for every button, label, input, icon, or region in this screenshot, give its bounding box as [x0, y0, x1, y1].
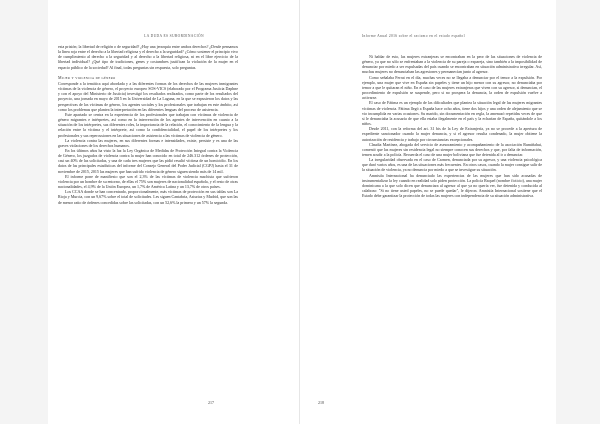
right-page	[300, 0, 556, 424]
page-number-right: 218	[318, 400, 324, 405]
paragraph: Desde 2011, con la reforma del art. 31 bis de la Ley de Extranjería, ya no se procede a la apertura de expediente sancionador cuando la mujer denuncia, y si el agresor resulta condenado, la mujer obtiene la autorización de residencia y trabajo por circunstancias excepcionales.	[362, 126, 542, 142]
paragraph: En los últimos años ha visto la luz la Ley Orgánica de Medidas de Protección Integral contra la Violencia de Género, los juzgados de violencia contra la mujer han conocido en total de 246.312 órdenes de protección, casi un 40% de las solicitadas, y una de cada tres mujeres que las pidió resultó víctima de un homicidio. En los datos de las principales estadísticas del informe del Consejo General del Poder Judicial (CGPJ) hasta el 31 de noviembre de 2015, 2015 las mujeres que han sufrido violencia de género siguen siendo más de 14 mil.	[58, 147, 238, 174]
paragraph: Como señalaba Ferrat en el día, muchas veces no se llegaba a denunciar por el temor a la expulsión. Por ejemplo, una mujer que vive en España sin papeles y tiene un hijo menor con su agresor, no denunciaba por temor a que le quitaran el niño. En el caso de las mujeres extranjeras que viven con su agresor, si denuncian, el procedimiento de expulsión se suspende, pero si no prospera la denuncia, la orden de expulsión vuelve a activarse.	[362, 74, 542, 101]
running-head-right: Informe Anual 2016 sobre el racismo en el estado español	[362, 34, 465, 38]
paragraph: Ni hablar de esto, las mujeres extranjeras se encontraban en la peor de las situaciones de violencia de género, ya que no sólo se enfrentaban a la violencia de su pareja o expareja, sino también a la imposibilidad de denunciar por miedo a ser expulsadas del país cuando se encontraban en situación administrativa irregular. Así, muchas mujeres no denunciaban las agresiones y permanecían junto al agresor.	[362, 54, 542, 75]
paragraph: La violencia contra las mujeres, en sus diferentes formas e intensidades, existe, persiste y es una de las graves violaciones de los derechos humanos.	[58, 137, 238, 148]
paragraph: Corresponde a la temática aquí abordada y a las diferentes formas de los derechos de las mujeres inmigrantes víctimas de la violencia de género, el proyecto europeo SOS-VICS (elaborado por el Programa Justicia Daphne y con el apoyo del Ministerio de Justicia) investigó los resultados realizados, como parte de los resultados del proyecto, una jornada en mayo de 2015 en la Universidad de La Laguna, en la que se expusieron los datos y las perspectivas de las víctimas de género, los agentes sociales y los profesionales que trabajan en este ámbito, así como los problemas que plantea la interpretación en las diferentes lenguas del proceso de asistencia.	[58, 80, 238, 112]
paragraph: Este apartado se centra en la experiencia de los profesionales que trabajan con víctimas de violencia de género migrantes e intérpretes, así como en la intervención de los agentes de intervención en cuanto a la situación de los intérpretes, sus diferentes roles, la importancia de la relación, el conocimiento de la lengua y la relación entre la víctima y el intérprete, así como la confidencialidad, el papel de los intérpretes y los profesionales y sus repercusiones en las situaciones de asistencia a las víctimas de violencia de género.	[58, 111, 238, 138]
section-heading: Mujer y violencia de género	[58, 74, 116, 80]
paragraph: Claudia Martínez, abogada del servicio de asesoramiento y acompañamiento de la asociación Rumiñahui, comentó que las mujeres sin residencia legal no siempre conocen sus derechos y que, por falta de información, temen acudir a la policía. Recuerda el caso de una mujer boliviana que fue detenida al ir a denunciar.	[362, 141, 542, 157]
running-head-left: LA DUDA ES SUBORDINACIÓN	[144, 34, 204, 38]
left-page	[48, 0, 300, 424]
paragraph: Amnistía Internacional ha denunciado las experiencias de las mujeres que han sido acusadas de instrumentalizar la ley cuando en realidad solo piden protección. La policía Raquel (nombre ficticio), una mujer dominicana a la que solo dicen que denunciara al agresor al que ya no quería ver, fue detenida y conducida al calabozo: "Si no tiene usted papeles, no se puede quedar", le dijeron. Amnistía Internacional sostiene que el Estado debe garantizar la protección de todas las mujeres con independencia de su situación administrativa.	[362, 172, 542, 199]
paragraph: La irregularidad observada en el caso de Carmen, denunciada por su agresor, y una violencia psicológica que duró varios años, es una de las situaciones más frecuentes. En otros casos, cuando la mujer consigue salir de la situación de violencia, ya no denuncia por miedo a que se investigue su situación.	[362, 157, 542, 173]
paragraph: El informe pone de manifiesto que son el 2,3% de las víctimas de violencia machista que sufrieron violencia por un hombre de su entorno, de ellas el 75% son mujeres de nacionalidad española, y el resto de otras nacionalidades, el 4,9% de la Unión Europea, un 1,7% de América Latina y un 13,7% de otros países.	[58, 173, 238, 190]
right-text-column	[362, 54, 542, 198]
paragraph: esta prisión; la libertad de religión o de seguridad? ¿Hay una jerarquía entre ambos derechos? ¿Desde pensamos la línea roja entre el derecho a la libertad religiosa y el derecho a la seguridad? ¿Cómo sostener el principio vivo de cumplimiento al derecho a la seguridad y al derecho a la libertad religiosa, ni en el libre ejercicio de la libertad individual? ¿Qué tipo de tradiciones, genes y costumbres justifican la violación de la mujer en el espacio público de la sociedad? Al final, todas preguntas sin respuesta, solo preguntas.	[58, 44, 238, 70]
paragraph: El caso de Fátima es un ejemplo de las dificultades que plantea la situación legal de las mujeres migrantes víctimas de violencia. Fátima llegó a España hace ocho años, tiene dos hijos y una orden de alejamiento que se vio incumplida en varias ocasiones. Su marido, sin documentación en regla, la amenazó repetidas veces de que si le denunciaba la acusaría de que ella estaba ilegalmente en el país y la echarían de España, quitándole a los niños.	[362, 100, 542, 127]
left-text-column	[58, 44, 238, 205]
paragraph: Los CCAA donde se han concentrado, proporcionalmente, más víctimas de protección en sus tablas son La Rioja y Murcia, con un 9,67% sobre el total de solicitudes. Les siguen Cantabria, Asturias y Madrid, que son las de menor ratio de órdenes concedidas sobre las solicitadas, con un 52,6% la primera y un 57% la segunda.	[58, 189, 238, 205]
page-number-left: 217	[208, 400, 214, 405]
